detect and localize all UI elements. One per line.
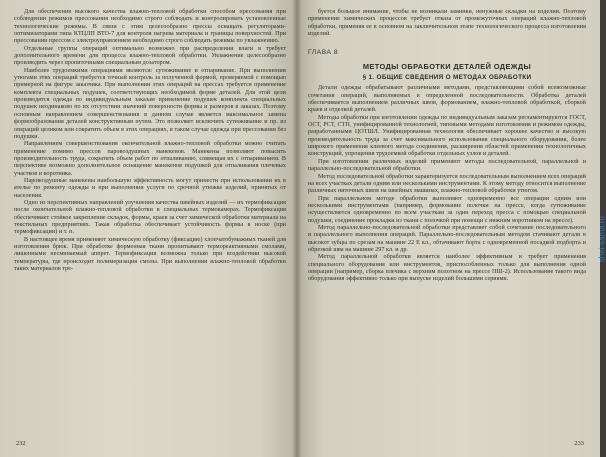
- paragraph: Паровоздушные манекены наибольшую эффективность могут принести при использовании их в ателье по ремонту одежды и при выполнении услуги по срочной утюжке изделий, принятых от населения.: [14, 177, 286, 199]
- paragraph: При изготовлении различных изделий применяют методы последовательной, параллельной и параллельно-последовательной обработки.: [308, 158, 586, 173]
- chapter-title: МЕТОДЫ ОБРАБОТКИ ДЕТАЛЕЙ ОДЕЖДЫ: [362, 62, 532, 72]
- right-page: [296, 0, 606, 457]
- paragraph: Отдельные группы операций оптимально возможно при распределении влаги в требует дополнительного времени для процесса влажно-тепловой обработки. Увлажнение целесообразно производить через пропиточными специальным дозатором.: [14, 45, 286, 67]
- paragraph: Метод параллельной обработки является наиболее эффективным и требует применения специального оборудования или инструментов, приспособленных только для выполнения одной операции (например, сборка плечика с верхним полотном на прессе ПШ-2). Использование такого вида оборудования эффективно только при выпуске изделий большими сериями.: [308, 254, 586, 283]
- paragraph: Наиболее трудоемкими операциями являются: сутюживание и отпаривание. При выполнении утюгами этих операций требуется точный контроль за полученной формой, проверяемой с помощью примерной на фигуре заказчика. При выполнении этих операций на прессах требуется применение комплекта специальных подушек, соответствующих необходимой форме деталей. Для этой цели производятся одежда по индивидуальным заказам применение подушек комплекта специальных подушек неодинаково по их отсутствии значений поверхности формы и размеров в заказах. Поэтому основным направлением совершенствования в данном случае является максимальное замена формообразования деталей конструктивным путем. Это позволяет исключить сутюживание и пр. из операций целиком или сократить объем в этих операциях, в таком случае одежда при прессовании без подушки.: [14, 67, 286, 140]
- page-number: 232: [16, 440, 26, 447]
- left-page-body: [14, 9, 286, 273]
- right-page-body: [308, 9, 586, 284]
- paragraph: Детали одежды обрабатывают различными методами, представляющими собой всевозможные сочетания операций, выполняемых в определенной последовательности. Обработка деталей обеспечивается выполнением различных швов, формованием, влажно-тепловой обработкой, сборкой краев и отделкой деталей.: [308, 85, 586, 114]
- watermark: shei-sama.ru: [597, 216, 606, 263]
- paragraph: В настоящее время применяют химическую обработку (фиксацию) хлопчатобумажных тканей для изготовления брюк. При обработке форменная ткани пропитывают термореактивными смолами, лишенными несминаемый аппрет. Термофиксация возможна только при воздействии высокой температуры, где происходит полимеризация смолы. При выполнении влажно-тепловой обработки таких материалов тре-: [14, 236, 286, 273]
- paragraph: буется большое внимание, чтобы не возникали заминки, ненужные складки на изделии. Поэтому применение химических процессов требует отказа от промежуточных операций влажно-тепловой обработки, применяя ее в основном на заключительном этапе технологического процесса изготовления изделий.: [308, 9, 586, 38]
- paragraph: Для обеспечения высокого качества влажно-тепловой обработки способом прессования при соблюдении режимов прессования необходимо строго соблюдать и контролировать установленные технологические режимы. В связи с этим целесообразно прессы оснащать регуляторами-оптимизаторами типа КТЦЛП ВТО-7 для контроля нагрева материала и границы поверхностей. При прессовании прессом с электроуправлением необходимо строго соблюдать режимы по увлажнению.: [14, 9, 286, 45]
- left-page: [0, 0, 296, 457]
- paragraph: Метод последовательной обработки характеризуется последовательным выполнением всех операций на всех участках детали одним или несколькими инструментами. К этому методу относится выполнение различных ниточных швов на швейных машинах, влажно-тепловой обработки утюгом.: [308, 173, 586, 195]
- paragraph: Направлением совершенствования окончательной влажно-тепловой обработки можно считать применение помимо прессов паровоздушных манекенов. Манекены позволяют повысить производительность труда, сократить объем работ по отпаливанию, совмещая их с отпариванием. В перспективе возможно дополнительное оснащение манекенов подушкой для отпаливания плечевых участков и воротника.: [14, 141, 286, 177]
- page-number: 233: [574, 440, 584, 447]
- paragraph: При параллельном методе обработки выполняют одновременно все операции одним или несколькими инструментами (например, формование полочки на прессе, когда сутюживание осуществляется одновременно по всем участкам за один переход пресса с помощью специальной подушки, соединение прокладки из ткани с полочкой при помощи с нижним воротником на прессе).: [308, 195, 586, 224]
- section-title: § 1. ОБЩИЕ СВЕДЕНИЯ О МЕТОДАХ ОБРАБОТКИ: [362, 74, 532, 82]
- paragraph: Одно из перспективных направлений улучшения качества швейных изделий — их термофиксация после окончательной влажно-тепловой обработки в специальных термокамерах. Термофиксация обеспечивает стойкое закрепление складок, формы, краев за счет химической обработки материала на текстильных предприятиях. Такая обработка обеспечивает устойчивость формы в носке (при термофиксации) и т. п.: [14, 199, 286, 236]
- paragraph: Методы обработки при изготовлении одежды по индивидуальным заказам регламентируются ГОСТ, ОСТ, РСТ, СТП, унифицированной технологией, типовыми методами изготовления и режимом одежды, разработанными ЦОТШЛ. Унифицированная технология обеспечивает хорошее качество и высокую производительность труда за счет максимального использования специального оборудования, более широкого применения клеевого метода соединения, расширения областей применения технологичных конструкций, упрощения трудоемкой обработки отдельных узлов и деталей.: [308, 114, 586, 158]
- chapter-label: ГЛАВА 8: [308, 49, 339, 57]
- paragraph: Метод параллельно-последовательной обработки представляет собой сочетание последовательного и параллельного выполнения операций. Параллельно-последовательным методом стачивают детали в высокот зубцы по срезам на машине 22 Е кл., обтачивают борта с одновременной посадкой подборта и обрезкой шва на машине 297 кл. и др.: [308, 224, 586, 253]
